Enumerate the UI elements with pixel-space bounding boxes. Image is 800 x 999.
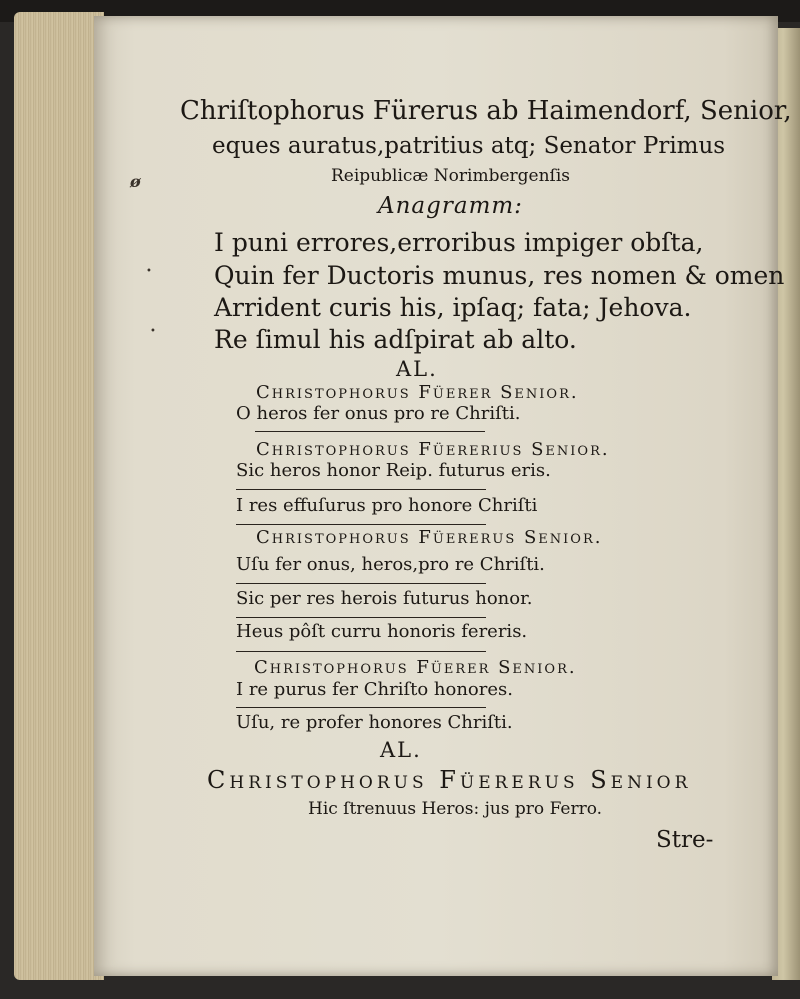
final-name: Christophorus Füererus Senior [207,766,692,794]
anagram-text-7: I re purus fer Chriſto honores. [236,679,513,700]
divider-rule-5 [236,617,486,618]
anagram-text-2: Sic heros honor Reip. futurus eris. [236,460,551,481]
divider-rule-3 [236,524,486,525]
anagram-text-3: I res effuſurus pro honore Chriſti [236,495,538,516]
final-text: Hic ſtrenuus Heros: jus pro Ferro. [308,799,603,819]
margin-mark: ø [130,172,141,191]
anagram-title: Anagramm: [378,193,523,219]
anagram-text-5: Sic per res herois futurus honor. [236,588,533,609]
anagram-name-4: Christophorus Füerer Senior. [254,657,577,678]
anagram-text-6: Heus pôſt curru honoris fereris. [236,621,528,642]
anagram-text-8: Uſu, re profer honores Chriſti. [236,712,513,733]
al-label-1: AL. [396,357,438,381]
heading-line-1: Chriſtophorus Fürerus ab Haimendorf, Senior, [180,96,792,126]
anagram-name-2: Christophorus Füererius Senior. [256,439,610,460]
book-page-edges [14,12,104,980]
verse-line-4: Re ſimul his adſpirat ab alto. [214,325,577,354]
anagram-text-4: Uſu fer onus, heros,pro re Chriſti. [236,554,545,575]
catchword: Stre- [656,827,714,853]
anagram-name-1: Christophorus Füerer Senior. [256,382,579,403]
divider-rule-1 [255,431,485,432]
divider-rule-2 [236,489,486,490]
anagram-name-3: Christophorus Füererus Senior. [256,527,603,548]
divider-rule-7 [236,707,486,708]
al-label-2: AL. [380,738,422,762]
heading-line-2: eques auratus,patritius atq; Senator Primus [212,133,726,159]
margin-dot: • [150,326,156,337]
divider-rule-6 [236,651,486,652]
verse-line-2: Quin fer Ductoris munus, res nomen & omen [214,261,785,290]
verse-line-3: Arrident curis his, ipſaq; fata; Jehova. [214,293,692,322]
heading-line-3: Reipublicæ Norimbergenſis [331,166,570,186]
divider-rule-4 [236,583,486,584]
anagram-text-1: O heros fer onus pro re Chriſti. [236,403,521,424]
margin-dot: • [146,266,152,277]
verse-line-1: I puni errores,erroribus impiger obſta, [214,228,704,257]
